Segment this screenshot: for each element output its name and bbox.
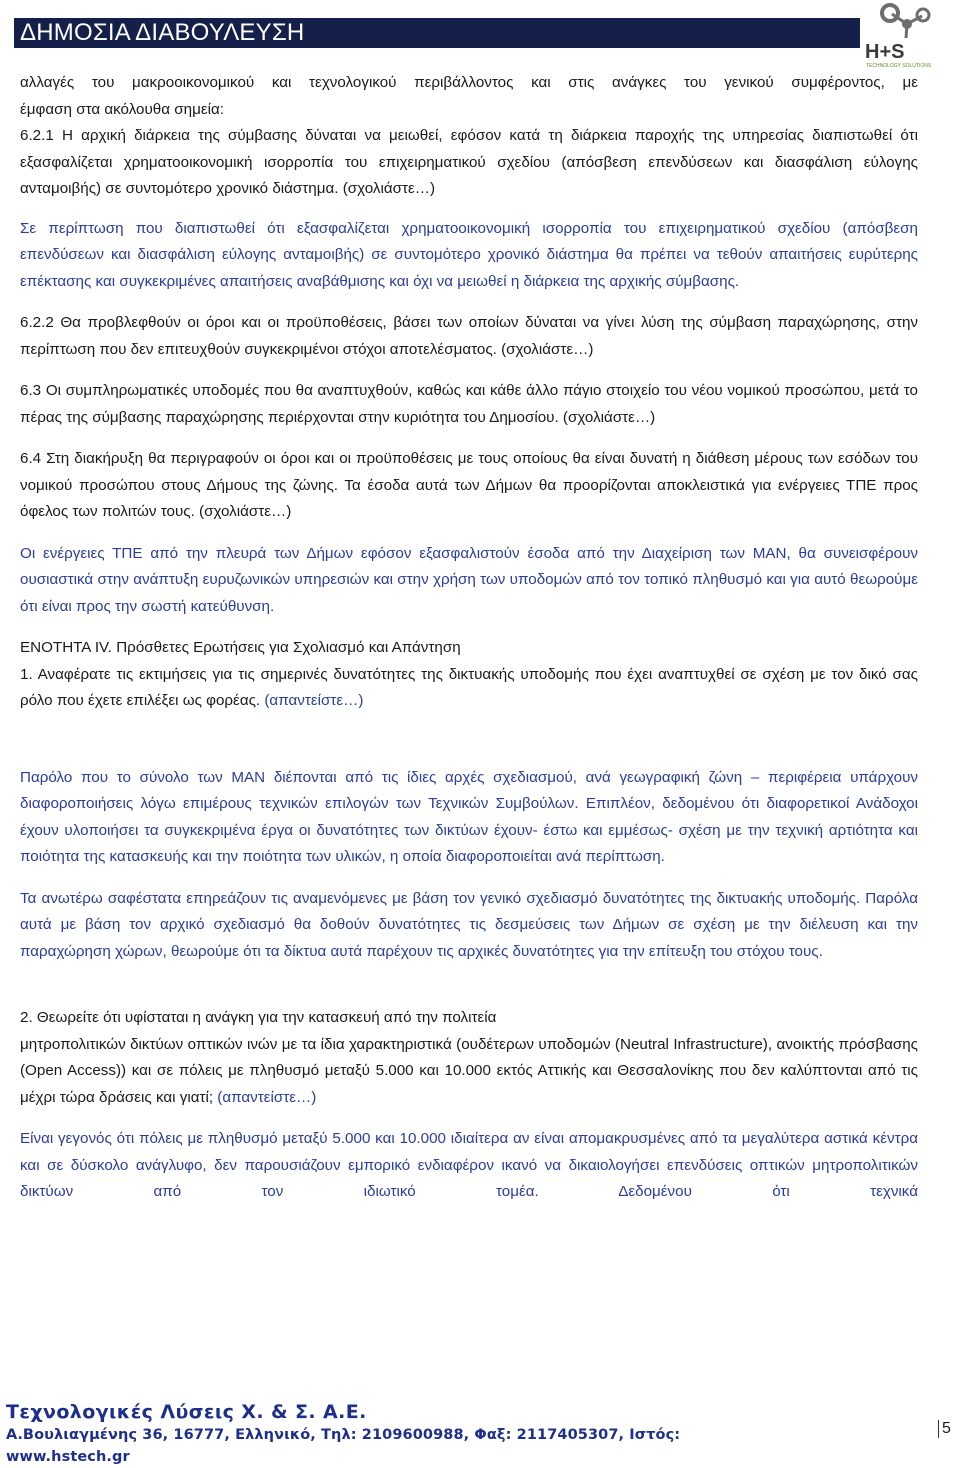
company-logo — [862, 2, 934, 70]
paragraph-6-2-1: 6.2.1 Η αρχική διάρκεια της σύμβασης δύναται να μειωθεί, εφόσον κατά τη διάρκεια παροχής της υπηρεσίας διαπιστωθεί ότι εξασφαλίζεται χρηματοοικονομική ισορροπία του επιχειρηματικού σχεδίου (απόσβεση επενδύσεων και διασφάλιση εύλογης ανταμοιβής) σε συντομότερο χρονικό διάστημα. (σχολιάστε…) — [20, 127, 918, 197]
document-body — [20, 70, 918, 1206]
comment-6-2-1: Σε περίπτωση που διαπιστωθεί ότι εξασφαλίζεται χρηματοοικονομική ισορροπία του επιχειρηματικού σχεδίου (απόσβεση επενδύσεων και διασφάλιση εύλογης ανταμοιβής) σε συντομότερο χρονικό διάστημα θα πρέπει να τεθούν απαιτήσεις ευρύτερης επέκτασης και συγκεκριμένες απαιτήσεις αναβάθμισης και όχι να μειωθεί η διάρκεια της αρχικής σύμβασης. — [20, 219, 918, 290]
footer-company-name: Τεχνολογικές Λύσεις Χ. & Σ. Α.Ε. — [6, 1401, 367, 1423]
document-footer — [6, 1400, 806, 1468]
question-2-line-1: 2. Θεωρείτε ότι υφίσταται η ανάγκη για την κατασκευή από την πολιτεία — [20, 1009, 497, 1026]
question-1-text: 1. Αναφέρατε τις εκτιμήσεις για τις σημερινές δυνατότητες της δικτυακής υποδομής που έχει αναπτυχθεί σε σχέση με τον δικό σας ρόλο που έχετε επιλέξει ως φορέας. — [20, 665, 918, 709]
question-1 — [20, 662, 918, 715]
section-4-title: ΕΝΟΤΗΤΑ IV. Πρόσθετες Ερωτήσεις για Σχολιασμό και Απάντηση — [20, 639, 461, 656]
comment-6-4: Οι ενέργειες ΤΠΕ από την πλευρά των Δήμων εφόσον εξασφαλιστούν έσοδα από την Διαχείριση των ΜΑΝ, θα συνεισφέρουν ουσιαστικά στην ανάπτυξη ευρυζωνικών υπηρεσιών και στην χρήση των υποδομών από τον τοπικό πληθυσμό και για αυτό θεωρούμε ότι είναι προς την σωστή κατεύθυνση. — [20, 544, 918, 615]
answer-1-paragraph-1: Παρόλο που το σύνολο των ΜΑΝ διέπονται από τις ίδιες αρχές σχεδιασμού, ανά γεωγραφική ζώνη – περιφέρεια υπάρχουν διαφοροποιήσεις λόγω επιμέρους τεχνικών επιλογών των Τεχνικών Συμβούλων. Επιπλέον, δεδομένου ότι διαφορετικοί Ανάδοχοι έχουν υλοποιήσει τα συγκεκριμένα έργα οι δυνατότητες των δικτύων έχουν- έστω και εμμέσως- σχέση με την τεχνική αρτιότητα και ποιότητα της κατασκευής και την ποιότητα των υλικών, η οποία διαφοροποιείται ανά περίπτωση. — [20, 768, 918, 865]
answer-2-paragraph-1: Είναι γεγονός ότι πόλεις με πληθυσμό μεταξύ 5.000 και 10.000 ιδιαίτερα αν είναι απομακρυσμένες από τα μεγαλύτερα αστικά κέντρα και σε δύσκολο ανάγλυφο, δεν παρουσιάζουν εμπορικό ενδιαφέρον ικανό να δικαιολογήσει επενδύσεις οπτικών μητροπολιτικών δικτύων από τον ιδιωτικό τομέα. Δεδομένου ότι τεχνικά — [20, 1130, 918, 1200]
answer-1-paragraph-2: Τα ανωτέρω σαφέστατα επηρεάζουν τις αναμενόμενες με βάση τον γενικό σχεδιασμό δυνατότητες της δικτυακής υποδομής. Παρόλα αυτά με βάση τον αρχικό σχεδιασμό θα δοθούν δυνατότητες τις δεσμεύσεις των Δήμων σε σχέση με την διέλευση και την παραχώρηση χώρων, θεωρούμε ότι τα δίκτυα αυτά παρέχουν τις αρχικές δυνατότητες για την επίτευξη του στόχου τους. — [20, 889, 918, 960]
question-2-answer-link[interactable]: (απαντείστε…) — [217, 1088, 317, 1106]
paragraph-6-4: 6.4 Στη διακήρυξη θα περιγραφούν οι όροι και οι προϋποθέσεις με τους οποίους θα είναι δυνατή η διάθεση μέρους των εσόδων του νομικού προσώπου στους Δήμους της ζώνης. Τα έσοδα αυτά των Δήμων θα προορίζονται αποκλειστικά για ενέργειες ΤΠΕ προς όφελος των πολιτών τους. (σχολιάστε…) — [20, 450, 918, 520]
paragraph-6-3: 6.3 Οι συμπληρωματικές υποδομές που θα αναπτυχθούν, καθώς και κάθε άλλο πάγιο στοιχείο του νέου νομικού προσώπου, μετά το πέρας της σύμβασης παραχώρησης περιέρχονται στην κυριότητα του Δημοσίου. (σχολιάστε…) — [20, 382, 918, 426]
question-1-answer-link[interactable]: (απαντείστε…) — [264, 692, 364, 709]
question-2-text: μητροπολιτικών δικτύων οπτικών ινών με τα ίδια χαρακτηριστικά (ουδέτερων υποδομών (Neutral Infrastructure), ανοικτής πρόσβασης (Open Access)) και σε πόλεις με πληθυσμό μεταξύ 5.000 και 10.000 εκτός Αττικής και Θεσσαλονίκης που δεν καλύπτονται από τις μέχρι τώρα δράσεις και γιατί; — [20, 1035, 918, 1106]
document-title: ΔΗΜΟΣΙΑ ΔΙΑΒΟΥΛΕΥΣΗ — [20, 19, 305, 46]
footer-address: Α.Βουλιαγμένης 36, 16777, Ελληνικό, Τηλ: 2109600988, Φαξ: 2117405307, Ιστός: www.hstech.gr — [6, 1427, 681, 1465]
page-number: 5 — [938, 1420, 951, 1438]
document-header-bar — [14, 18, 860, 48]
intro-line-1: αλλαγές του μακροοικονομικού και τεχνολογικού περιβάλλοντος και στις ανάγκες του γενικού συμφέροντος, με — [20, 74, 918, 91]
intro-line-2: έμφαση στα ακόλουθα σημεία: — [20, 100, 224, 118]
paragraph-6-2-2: 6.2.2 Θα προβλεφθούν οι όροι και οι προϋποθέσεις, βάσει των οποίων δύναται να γίνει λύση της σύμβαση παραχώρησης, στην περίπτωση που δεν επιτευχθούν συγκεκριμένοι στόχοι αποτελέσματος. (σχολιάστε…) — [20, 314, 918, 358]
question-2 — [20, 1032, 918, 1112]
logo-subtext: TECHNOLOGY SOLUTIONS — [866, 63, 932, 69]
logo-text: H+S — [865, 41, 905, 63]
